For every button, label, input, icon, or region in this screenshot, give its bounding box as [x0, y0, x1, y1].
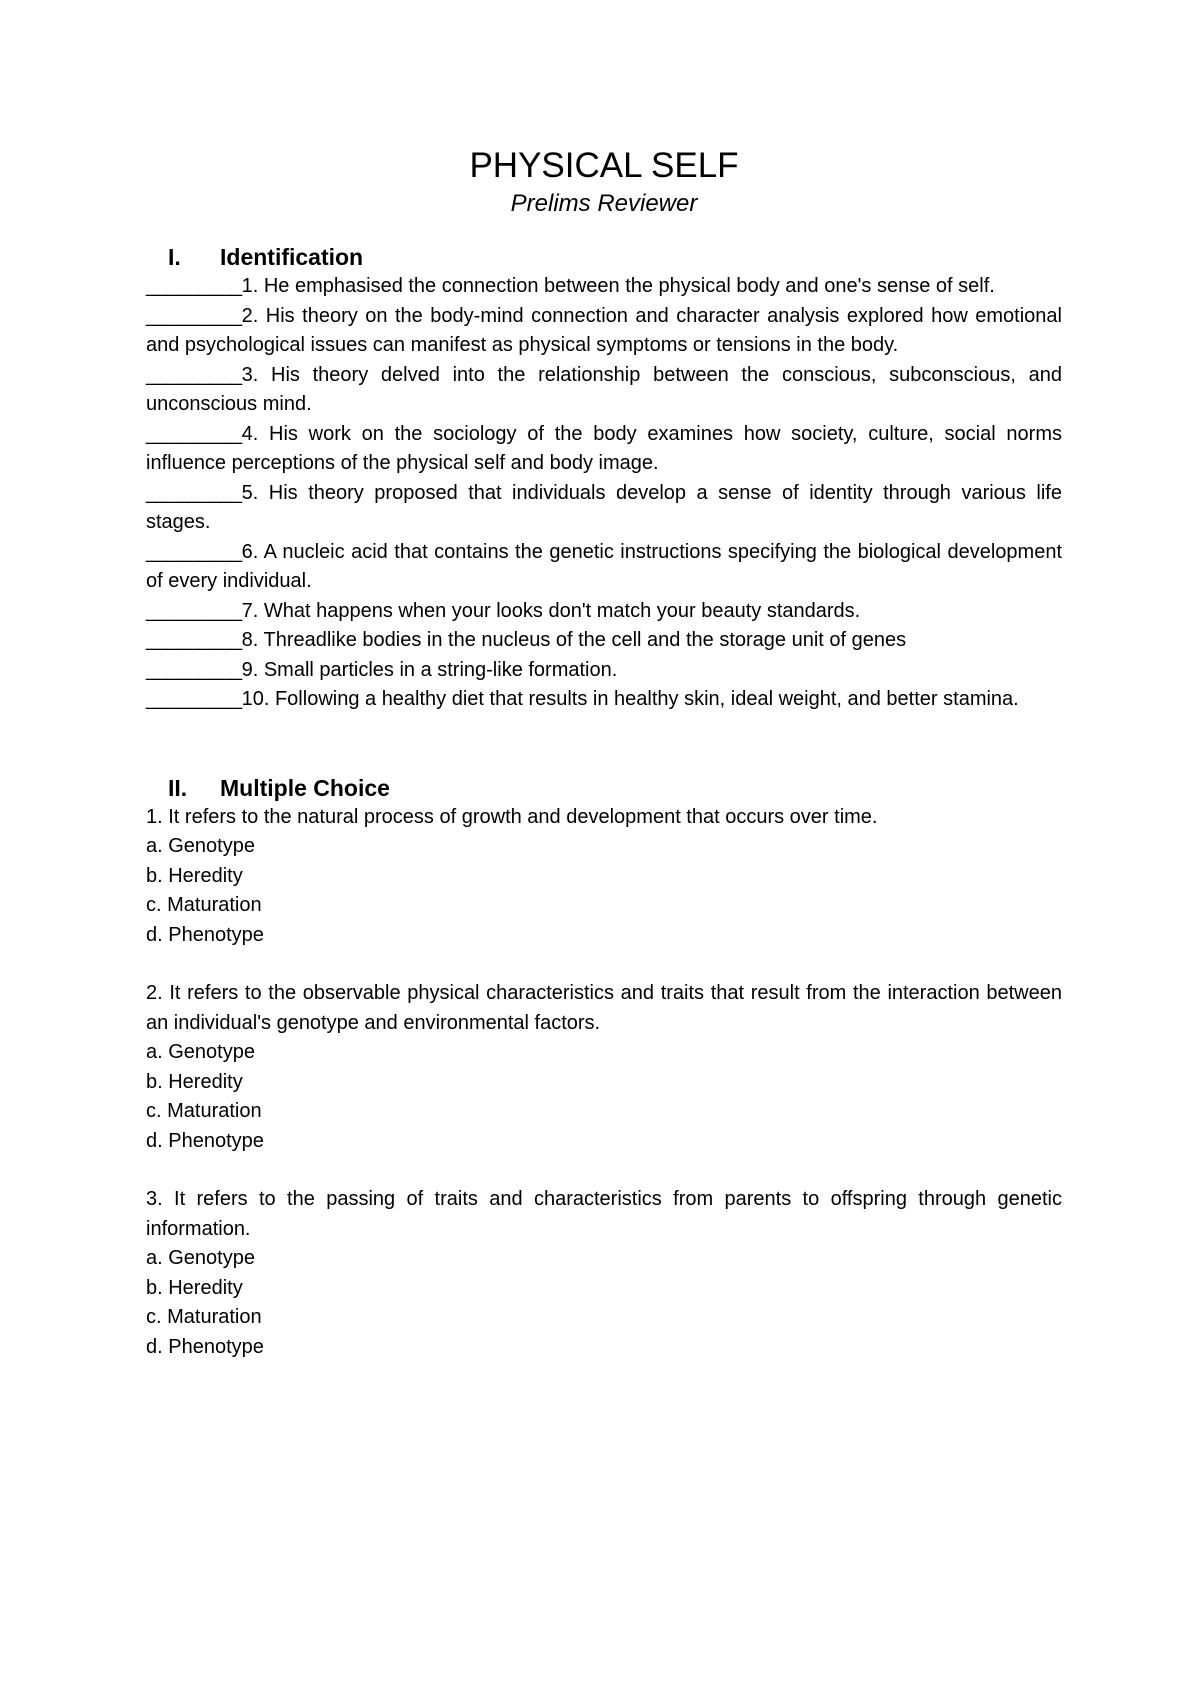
mc-options — [146, 832, 1062, 950]
document-subtitle: Prelims Reviewer — [510, 190, 698, 217]
identification-item — [146, 656, 1062, 686]
answer-blank: _________ — [146, 481, 242, 504]
identification-text: 8. Threadlike bodies in the nucleus of the cell and the storage unit of genes — [241, 629, 907, 651]
identification-text: 10. Following a healthy diet that results in healthy skin, ideal weight, and better stamina. — [241, 688, 1019, 710]
section-title: Identification — [220, 244, 364, 270]
mc-question-2 — [146, 979, 1062, 1156]
mc-option-d: d. Phenotype — [146, 1129, 264, 1152]
identification-item — [146, 685, 1062, 715]
mc-option-c: c. Maturation — [146, 1306, 262, 1328]
mc-option-b: b. Heredity — [146, 1070, 243, 1093]
identification-item — [146, 538, 1062, 597]
mc-option-a: a. Genotype — [146, 835, 255, 857]
identification-item — [146, 361, 1062, 420]
identification-text: 2. His theory on the body-mind connection and character analysis explored how emotional and psychological issues can manifest as physical symptoms or tensions in the body. — [146, 304, 1062, 356]
mc-option-b: b. Heredity — [146, 864, 243, 887]
answer-blank: _________ — [146, 599, 242, 622]
identification-list — [146, 272, 1062, 715]
identification-text: 9. Small particles in a string-like formation. — [241, 658, 618, 681]
identification-item — [146, 479, 1062, 538]
section-identification-heading — [146, 242, 1062, 272]
answer-blank: _________ — [146, 275, 242, 297]
identification-text: 7. What happens when your looks don't match your beauty standards. — [241, 599, 861, 622]
answer-blank: _________ — [146, 422, 242, 445]
question-spacer — [146, 950, 1062, 979]
identification-text: 5. His theory proposed that individuals develop a sense of identity through various life stages. — [146, 481, 1062, 533]
section-title: Multiple Choice — [220, 774, 390, 801]
answer-blank: _________ — [146, 304, 242, 327]
mc-options — [146, 1038, 1062, 1156]
identification-item — [146, 302, 1062, 361]
mc-question-3 — [146, 1185, 1062, 1362]
mc-option-c: c. Maturation — [146, 894, 262, 916]
answer-blank: _________ — [146, 658, 242, 681]
section-number: I. — [168, 244, 181, 270]
mc-option-a: a. Genotype — [146, 1247, 255, 1269]
question-spacer — [146, 1156, 1062, 1185]
section-multiple-choice-heading — [146, 773, 1062, 803]
identification-text: 4. His work on the sociology of the body examines how society, culture, social norms influence perceptions of the physical self and body image. — [146, 422, 1062, 474]
identification-text: 6. A nucleic acid that contains the genetic instructions specifying the biological development of every individual. — [146, 540, 1062, 592]
answer-blank: _________ — [146, 688, 242, 710]
identification-text: 3. His theory delved into the relationship between the conscious, subconscious, and unconscious mind. — [146, 363, 1062, 415]
identification-item — [146, 272, 1062, 302]
identification-text: 1. He emphasised the connection between the physical body and one's sense of self. — [241, 275, 995, 297]
mc-question-stem: 2. It refers to the observable physical characteristics and traits that result from the interaction between an individual's genotype and environmental factors. — [146, 982, 1062, 1034]
document-title: PHYSICAL SELF — [469, 146, 739, 185]
mc-option-b: b. Heredity — [146, 1276, 243, 1299]
mc-question-1 — [146, 803, 1062, 951]
mc-question-stem: 1. It refers to the natural process of growth and development that occurs over time. — [146, 805, 878, 828]
mc-question-stem: 3. It refers to the passing of traits and characteristics from parents to offspring through genetic information. — [146, 1188, 1062, 1240]
mc-options — [146, 1244, 1062, 1362]
identification-item — [146, 597, 1062, 627]
section-number: II. — [168, 774, 188, 801]
section-spacer — [146, 715, 1062, 773]
mc-option-a: a. Genotype — [146, 1041, 255, 1063]
answer-blank: _________ — [146, 363, 242, 386]
identification-item — [146, 420, 1062, 479]
mc-option-d: d. Phenotype — [146, 1335, 264, 1358]
mc-option-c: c. Maturation — [146, 1100, 262, 1122]
identification-item — [146, 626, 1062, 656]
answer-blank: _________ — [146, 540, 242, 563]
mc-option-d: d. Phenotype — [146, 923, 264, 946]
answer-blank: _________ — [146, 629, 242, 651]
